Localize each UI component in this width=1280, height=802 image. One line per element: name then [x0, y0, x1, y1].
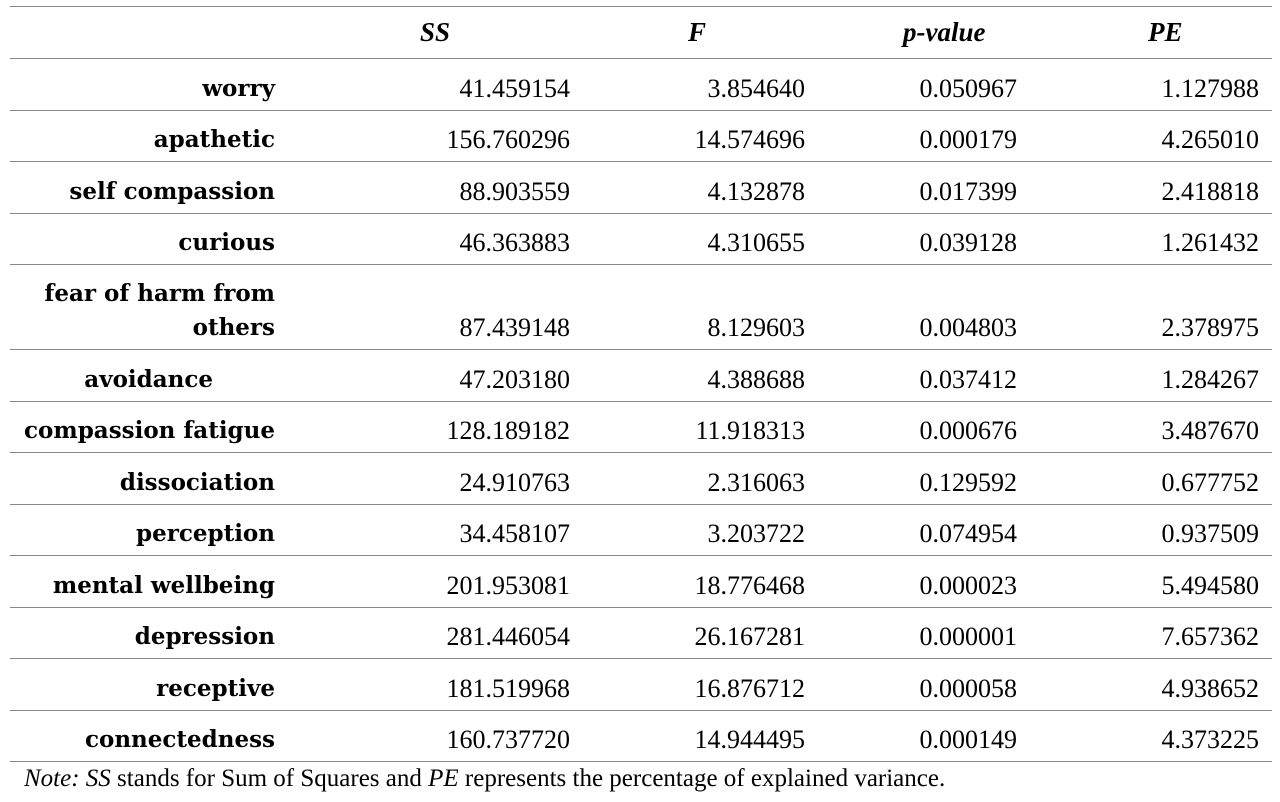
cell-p-value: 0.074954 [919, 519, 1017, 548]
header-p-value: p-value [903, 17, 986, 47]
row-label: compassion fatigue [24, 417, 275, 444]
table-note [24, 765, 945, 793]
cell-p-value: 0.037412 [919, 364, 1017, 394]
cell-f: 11.918313 [695, 416, 805, 445]
table-body [10, 59, 1272, 762]
cell-p-value: 0.039128 [919, 228, 1017, 257]
cell-ss: 128.189182 [446, 416, 570, 445]
header-ss: SS [420, 17, 451, 47]
cell-pe: 4.265010 [1161, 125, 1259, 154]
cell-p-value: 0.004803 [919, 313, 1017, 342]
row-label: dissociation [119, 468, 275, 496]
header-label-cell [10, 7, 275, 59]
cell-f: 26.167281 [694, 622, 805, 651]
table-row [10, 265, 1272, 350]
row-label: worry [202, 74, 275, 102]
cell-ss: 201.953081 [446, 570, 570, 600]
cell-ss: 281.446054 [446, 622, 570, 651]
cell-p-value: 0.000058 [919, 673, 1017, 703]
table-row [10, 659, 1272, 711]
table-row [10, 401, 1272, 453]
note-suffix: represents the percentage of explained variance. [458, 765, 946, 792]
table-row [10, 556, 1272, 608]
table-row [10, 110, 1272, 162]
table-header [10, 7, 1272, 59]
table-row [10, 59, 1272, 111]
cell-pe: 4.373225 [1161, 725, 1259, 754]
row-label: self compassion [69, 177, 275, 205]
cell-f: 3.854640 [707, 73, 805, 103]
cell-f: 14.944495 [694, 725, 805, 754]
row-label: depression [134, 623, 275, 650]
row-label: perception [136, 520, 275, 547]
header-f: F [688, 17, 707, 47]
table-row [10, 504, 1272, 556]
table-row [10, 350, 1272, 402]
cell-pe: 4.938652 [1161, 673, 1259, 703]
header-row [10, 7, 1272, 59]
cell-pe: 1.127988 [1161, 73, 1259, 103]
cell-pe: 3.487670 [1161, 416, 1259, 445]
row-label: curious [178, 229, 275, 256]
cell-ss: 24.910763 [459, 467, 570, 497]
row-label: connectedness [84, 726, 275, 753]
cell-pe: 1.261432 [1161, 228, 1259, 257]
cell-pe: 1.284267 [1161, 364, 1259, 394]
anova-results-table [10, 6, 1272, 762]
cell-f: 4.132878 [707, 176, 805, 206]
cell-ss: 160.737720 [446, 725, 570, 754]
cell-pe: 7.657362 [1161, 622, 1259, 651]
row-label: mental wellbeing [52, 571, 275, 599]
cell-ss: 156.760296 [446, 125, 570, 154]
header-pe: PE [1148, 17, 1183, 47]
row-label: receptive [156, 674, 275, 702]
cell-p-value: 0.050967 [919, 73, 1017, 103]
cell-p-value: 0.000676 [919, 416, 1017, 445]
cell-p-value: 0.000179 [919, 125, 1017, 154]
row-label: apathetic [153, 126, 275, 153]
cell-ss: 47.203180 [459, 364, 570, 394]
cell-pe: 0.937509 [1161, 519, 1259, 548]
note-middle: stands for Sum of Squares and [110, 765, 429, 792]
cell-p-value: 0.000023 [919, 570, 1017, 600]
row-label: avoidance [84, 365, 213, 393]
cell-f: 18.776468 [694, 570, 805, 600]
cell-pe: 2.418818 [1161, 176, 1259, 206]
table-row [10, 607, 1272, 659]
row-label: fear of harm from others [44, 280, 275, 341]
note-pe-abbr: PE [428, 765, 459, 792]
note-ss-abbr: SS [85, 765, 111, 792]
cell-ss: 34.458107 [459, 519, 570, 548]
cell-f: 3.203722 [707, 519, 805, 548]
cell-f: 2.316063 [707, 467, 805, 497]
table-row [10, 710, 1272, 762]
cell-f: 16.876712 [694, 673, 805, 703]
cell-f: 4.310655 [707, 228, 805, 257]
cell-f: 4.388688 [707, 364, 805, 394]
cell-p-value: 0.000001 [919, 622, 1017, 651]
table-row [10, 162, 1272, 214]
cell-ss: 181.519968 [446, 673, 570, 703]
cell-ss: 46.363883 [459, 228, 570, 257]
cell-f: 14.574696 [694, 125, 805, 154]
note-prefix: Note: [24, 765, 80, 792]
cell-pe: 0.677752 [1161, 467, 1259, 497]
cell-ss: 87.439148 [459, 313, 570, 342]
table-row [10, 453, 1272, 505]
cell-p-value: 0.129592 [919, 467, 1017, 497]
table-row [10, 213, 1272, 265]
cell-ss: 41.459154 [459, 73, 570, 103]
results-table-container [10, 6, 1272, 762]
cell-pe: 5.494580 [1161, 570, 1259, 600]
cell-p-value: 0.017399 [919, 176, 1017, 206]
cell-ss: 88.903559 [459, 176, 570, 206]
cell-p-value: 0.000149 [919, 725, 1017, 754]
cell-pe: 2.378975 [1161, 313, 1259, 342]
cell-f: 8.129603 [707, 313, 805, 342]
